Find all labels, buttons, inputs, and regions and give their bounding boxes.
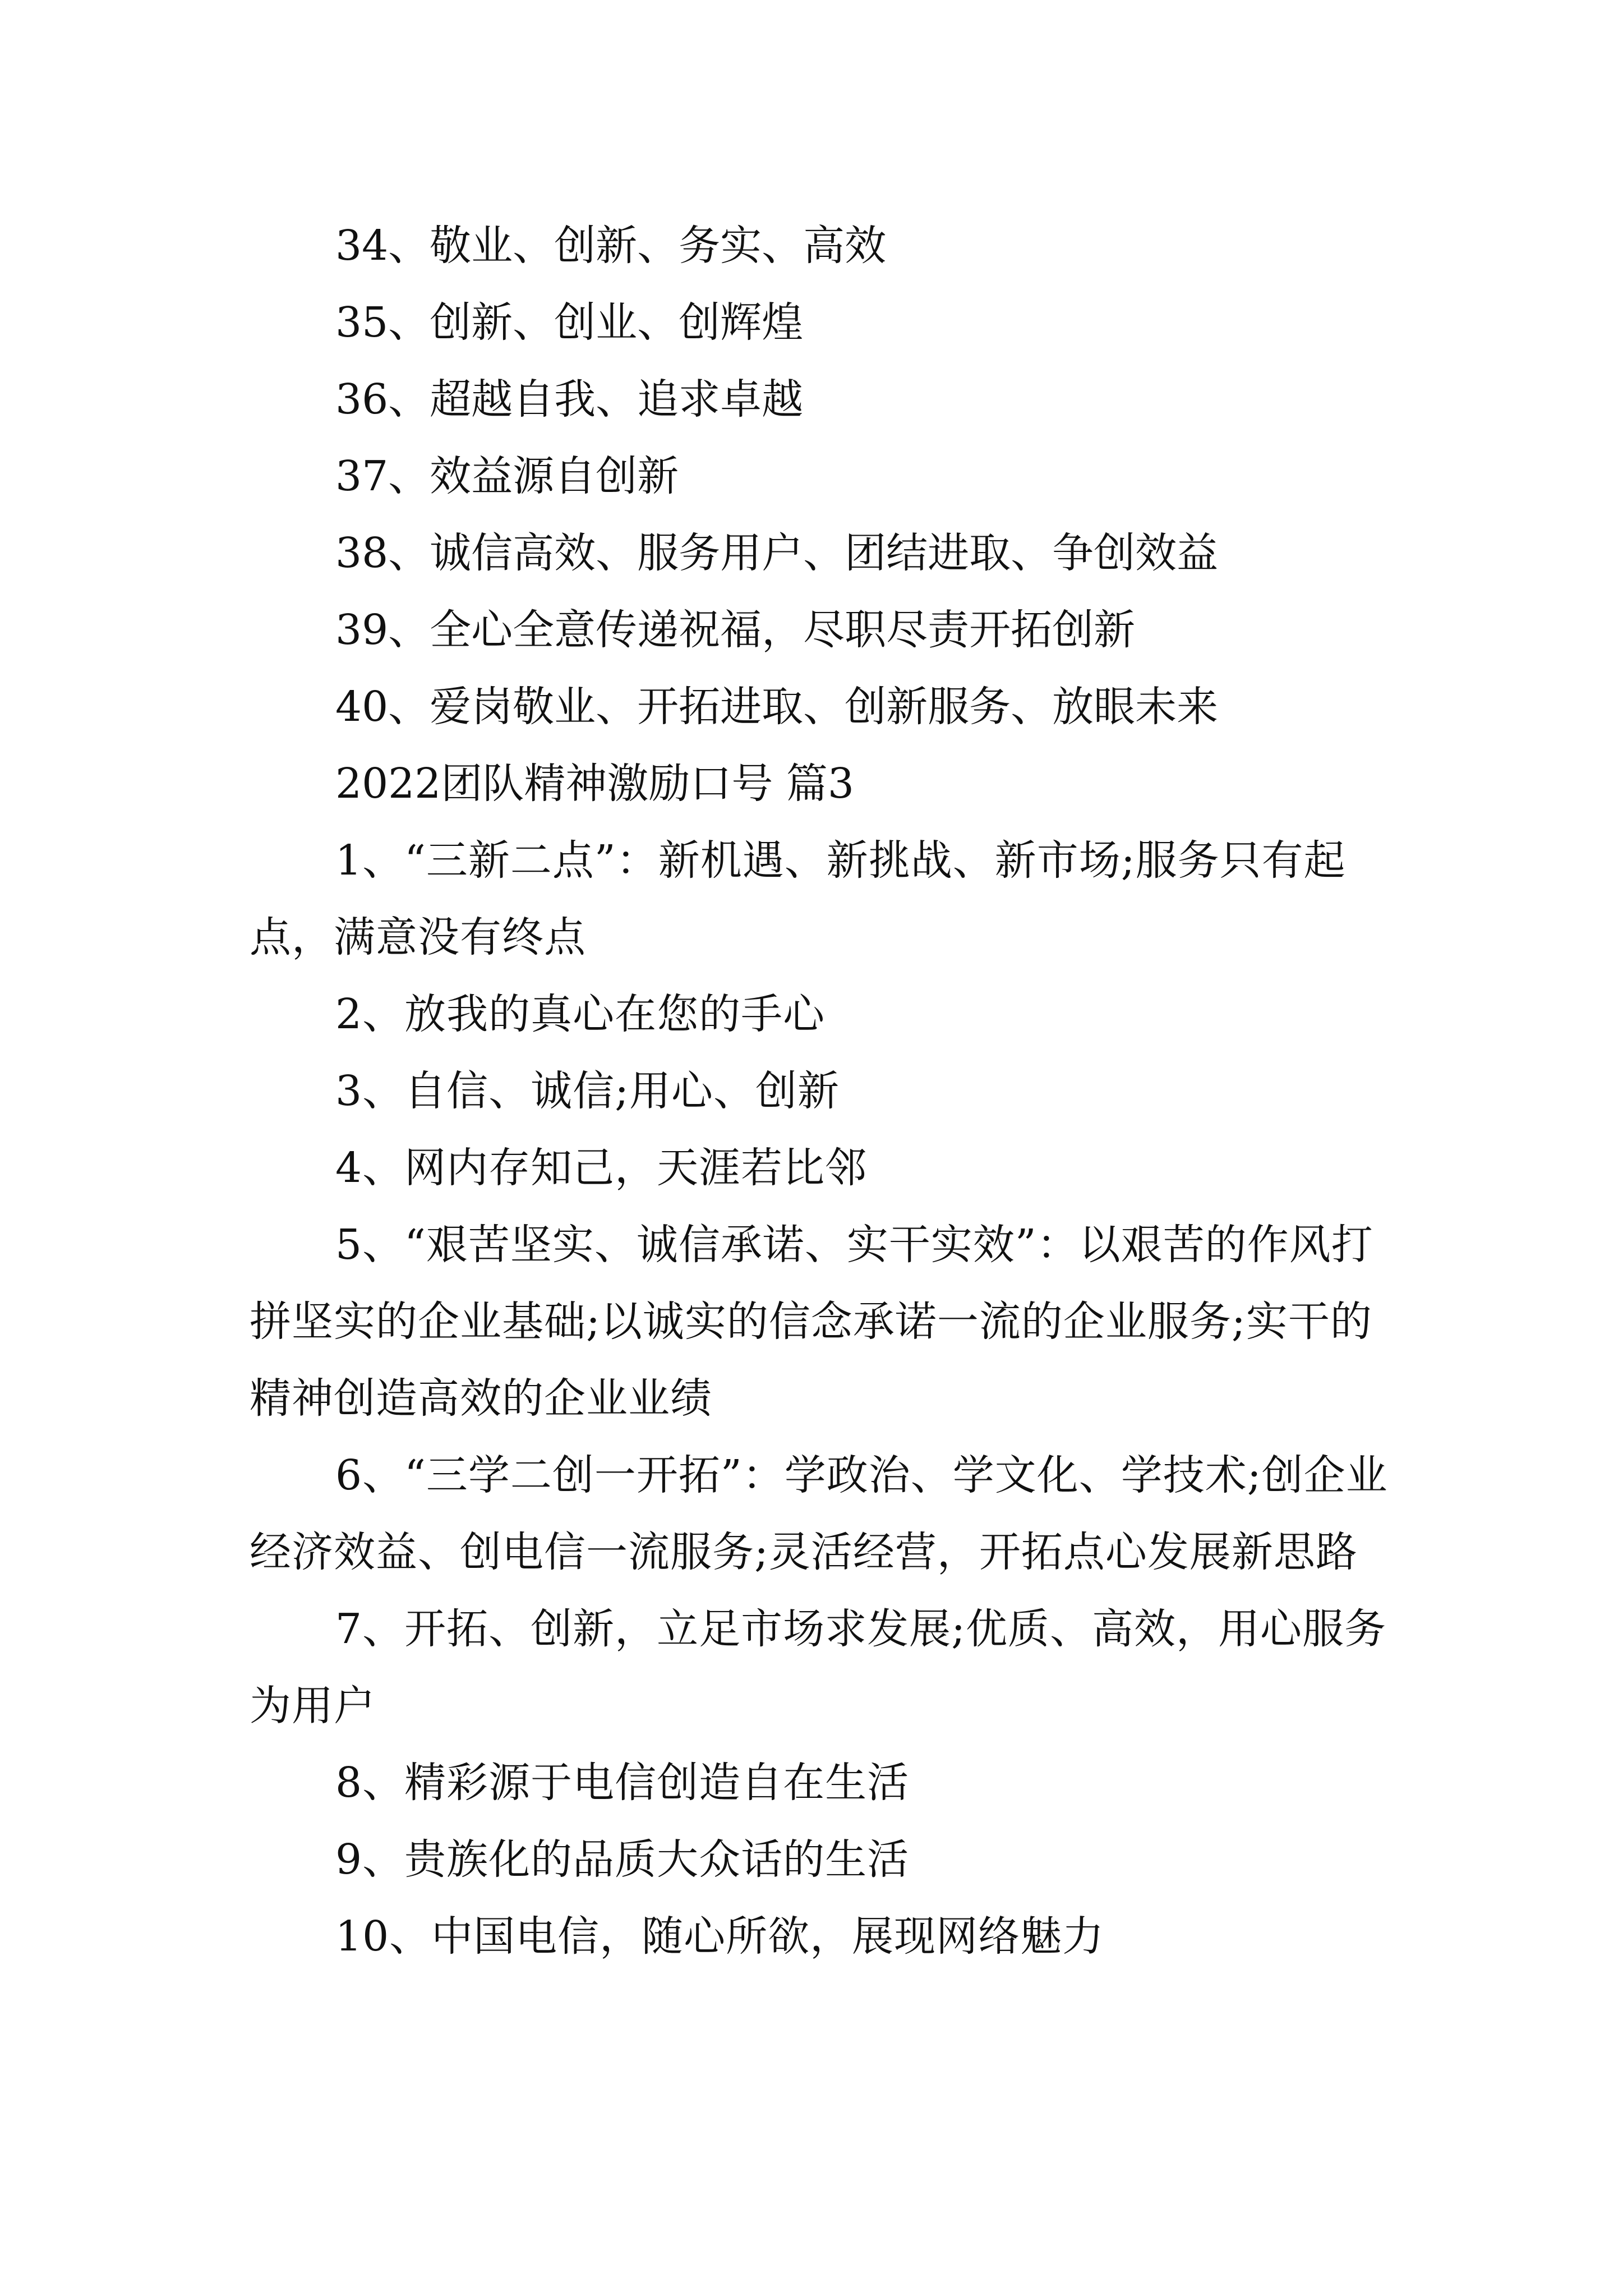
slogan-line: 36、超越自我、追求卓越 [335, 375, 804, 424]
slogan-paragraph: 6、“三学二创一开拓”：学政治、学文化、学技术;创企业经济效益、创电信一流服务;灵活经营，开拓点心发展新思路 [250, 1451, 1388, 1576]
slogan-line: 35、创新、创业、创辉煌 [335, 298, 804, 347]
slogan-line: 34、敬业、创新、务实、高效 [335, 222, 887, 270]
slogan-paragraph: 1、“三新二点”：新机遇、新挑战、新市场;服务只有起点，满意没有终点 [250, 836, 1346, 961]
slogan-paragraph: 8、精彩源于电信创造自在生活 [335, 1759, 910, 1807]
slogan-paragraph: 9、贵族化的品质大众话的生活 [335, 1835, 910, 1884]
slogan-paragraph: 7、开拓、创新，立足市场求发展;优质、高效，用心服务为用户 [250, 1605, 1387, 1730]
slogan-paragraph: 2、放我的真心在您的手心 [335, 990, 826, 1038]
slogan-line: 37、效益源自创新 [335, 452, 679, 500]
document-body [250, 208, 1394, 1975]
slogan-paragraph: 4、网内存知己，天涯若比邻 [335, 1144, 868, 1192]
section-heading: 2022团队精神激励口号 篇3 [335, 760, 854, 808]
slogan-paragraph: 5、“艰苦坚实、诚信承诺、实干实效”：以艰苦的作风打拼坚实的企业基础;以诚实的信念承诺一流的企业服务;实干的精神创造高效的企业业绩 [250, 1221, 1373, 1423]
slogan-paragraph: 3、自信、诚信;用心、创新 [335, 1067, 840, 1115]
slogan-line: 40、爱岗敬业、开拓进取、创新服务、放眼未来 [335, 683, 1219, 731]
slogan-line: 39、全心全意传递祝福，尽职尽责开拓创新 [335, 606, 1136, 654]
slogan-paragraph: 10、中国电信，随心所欲，展现网络魅力 [335, 1912, 1105, 1961]
slogan-line: 38、诚信高效、服务用户、团结进取、争创效益 [335, 529, 1219, 577]
